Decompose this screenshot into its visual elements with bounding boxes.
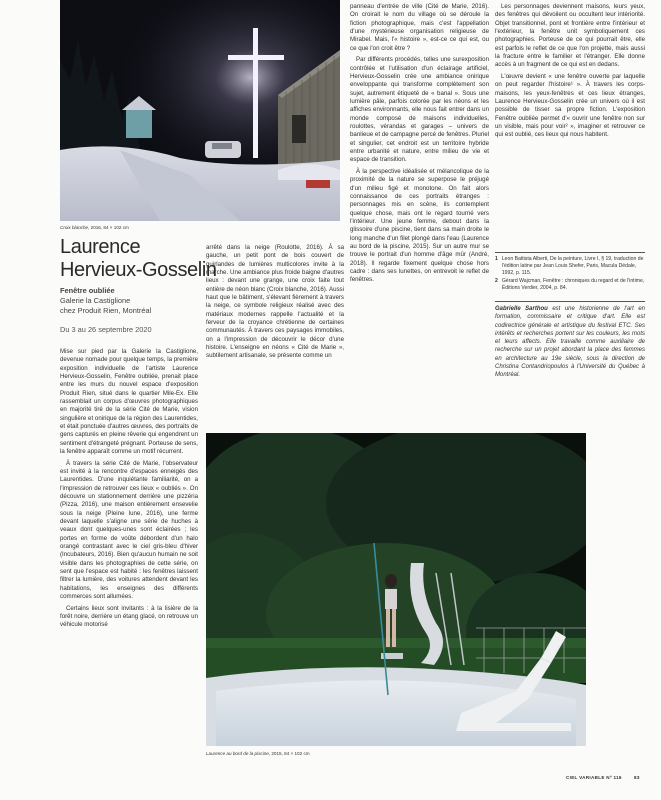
article-column-1 [60, 348, 198, 633]
bio-rule [495, 301, 645, 302]
neon-cross-snow-icon [60, 0, 340, 221]
caption-laurence-piscine: Laurence au bord de la piscine, 2015, 84 × 102 cm [206, 751, 310, 756]
author-name: Gabrielle Sarthou [495, 306, 548, 312]
artist-name: Laurence Hervieux-Gosselin [60, 236, 217, 281]
notes-rule [495, 252, 645, 253]
paragraph: Les personnages deviennent maisons, leurs yeux, des fenêtres qui dévoilent ou occultent leur intériorité. Objet transitionnel, pont et frontière entre l'intérieur et l'extérieur, la fenêtre unit symboliquement ces photographies. Porteuse de ce qui pourrait être, elle est parfois le reflet de ce que l'on projette, mais aussi la fracture entre le familier et l'étranger. Elle donne accès à un fragment de ce qui est en dedans. [495, 3, 645, 69]
footnote: 1 Leon Battista Alberti, De la peinture, Livre I, § 19, traduction de l'édition latine par Jean Louis Shefer, Paris, Macula Dédale, 1992, p. 115. [495, 256, 644, 276]
woman-by-pool-icon [206, 433, 586, 746]
paragraph: À travers la série Cité de Marie, l'observateur est invité à la rencontre d'espaces enneigés des Laurentides. D'une inquiétante familiarité, on a l'impression de retrouver ces lieux « oubliés ». On découvre un stationnement derrière une pizzéria (Pizza, 2016), une maison entièrement ensevelie sous la neige (Pleine lune, 2016), une ferme devant laquelle s'aligne une série de huches à veaux dont quelques-unes sont éclairées ; les portes en forme de voûte débordent d'un halo orangé contrastant avec le ciel gris-bleu d'hiver (Incubateurs, 2016). Bien qu'aucun humain ne soit visible dans les photographies de cette série, on sent que l'espace est habité : les fenêtres laissent filtrer la lumière, des voitures attendent devant les habitations, les enseignes des différents commerces sont allumées. [60, 459, 198, 601]
paragraph: Mise sur pied par la Galerie la Castiglione, devenue nomade pour quelque temps, la première exposition individuelle de l'artiste Laurence Hervieux-Gosselin, Fenêtre oubliée, prenait place entre les murs du nouvel espace d'exposition Produit Rien, situé dans le quartier Mile-Ex. Elle rassemblait un corpus d'œuvres photographiques en majorité tiré de la série Cité de Marie, vision singulière et onirique de la région des Laurentides, et était ponctuée d'autres œuvres, des portraits de gens capturés en pleine rêverie qui engendrent un sentiment d'étrangeté prégnant. Porteuse de sens, la fenêtre apparaît comme un motif récurrent. [60, 348, 198, 456]
footnotes [495, 256, 645, 292]
magazine-name: CIEL VARIABLE Nº 116 [566, 775, 622, 780]
photo-laurence-piscine [206, 433, 586, 746]
article-column-4 [495, 3, 645, 143]
exhibit-dates: Du 3 au 26 septembre 2020 [60, 325, 152, 334]
exhibit-venue: Galerie la Castiglione chez Produit Rien, Montréal [60, 296, 152, 315]
exhibit-title: Fenêtre oubliée [60, 286, 115, 295]
caption-croix-blanche: Croix blanche, 2016, 84 × 102 cm [60, 225, 129, 230]
paragraph: Par différents procédés, telles une surexposition contrôlée et l'utilisation d'un éclairage artificiel, Hervieux-Gosselin crée une ambiance onirique enveloppante qui transforme complètement son sujet, autrement étiqueté de « banal ». Sous une lumière pâle, parfois colorée par les néons et les affiches environnants, elle nous fait entrer dans un monde composé de maisons individuelles, roulottes, vérandas et garages – univers de banlieue et de campagne percé de fenêtres. Pluriel et singulier, cet endroit est un territoire hybride entre urbanité et nature, entre milieu de vie et espace de transition. [350, 56, 489, 164]
photo-croix-blanche [60, 0, 340, 221]
page-number: 83 [634, 775, 640, 780]
paragraph: panneau d'entrée de ville (Cité de Marie, 2016). On croirait le nom du village où se déroule la fiction photographique, mais c'est l'appellation d'une mystérieuse organisation religieuse de Mirabel. Mais, l'« histoire », est-ce ce qui est, ou ce que l'on croit être ? [350, 3, 489, 52]
author-bio: Gabrielle Sarthou est une historienne de l'art en formation, commissaire et critique d'art. Elle est codirectrice générale et artistique du festival ETC. Ses intérêts et recherches portent sur les couleurs, les mots et leurs affects. Elle travaille comme auxiliaire de recherche sur un projet abordant la place des femmes en architecture au 19e siècle, sous la direction de Christina Contandriopoulos à l'Université du Québec à Montréal. [495, 306, 645, 379]
paragraph: À la perspective idéalisée et mélancolique de la proximité de la nature se superpose le préjugé d'un milieu figé et monotone. On fait alors connaissance de ces portraits étranges : personnages mis en scène, ils contemplent quelque chose, mais ont le regard tourné vers l'intérieur. Une jeune femme, debout dans la glissoire d'une piscine, tient dans sa main droite le long manche d'un filet plongé dans l'eau (Laurence au bord de la piscine, 2015). Sur un autre mur se trouve le portrait d'un homme d'âge mûr (André, 2018). Il regarde fixement quelque chose hors cadre : dans ses lunettes, on entrevoit le reflet de fenêtres. [350, 167, 489, 284]
paragraph: arrêté dans la neige (Roulotte, 2016). À sa gauche, un petit pont de bois couvert de guirlandes de lumières multicolores invite à la marche. Une ambiance plus froide baigne d'autres lieux : devant une grange, une croix faite tout entière de néon blanc (Croix blanche, 2016). Aussi haut que le bâtiment, s'élevant fièrement à travers la neige, ce symbole religieux réalisé avec des matériaux modernes rappelle l'actualité et la ferveur de la croyance chrétienne de certaines communautés. À travers ces paysages immobiles, on a l'impression de découvrir le décor d'une histoire. L'enseigne en néons « Cité de Marie », subtilement artisanale, se présente comme un [206, 244, 344, 360]
paragraph: L'œuvre devient « une fenêtre ouverte par laquelle on peut regarder l'histoire¹ ». À travers les corps-maisons, les yeux-fenêtres et ces lieux étranges, Laurence Hervieux-Gosselin crée un univers où il est possible de tisser sa propre fiction. L'exposition Fenêtre oubliée permet d'« ouvrir une fenêtre non sur un visible, mais pour voir² », imaginer et retrouver ce qui est oublié, ces lieux qui nous habitent. [495, 72, 645, 139]
article-column-2 [206, 244, 344, 364]
article-column-3 [350, 3, 489, 288]
footnote: 2 Gérard Wajcman, Fenêtre : chroniques du regard et de l'intime, Éditions Verdier, 2004, p. 84. [495, 277, 645, 291]
paragraph: Certains lieux sont invitants : à la lisière de la forêt noire, derrière un étang glacé, on retrouve un véhicule motorisé [60, 604, 198, 629]
